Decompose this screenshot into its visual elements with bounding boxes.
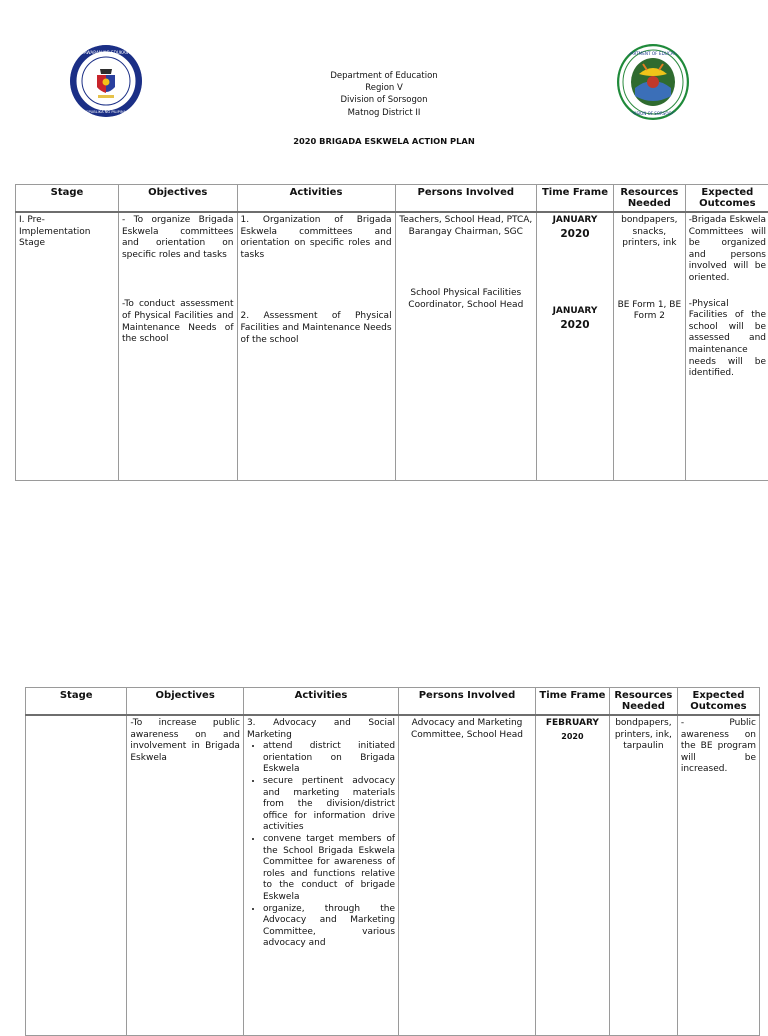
stage-cell: I. Pre-Implementation Stage [16,212,119,480]
col-header-persons: Persons Involved [399,688,536,716]
time-year: 2020 [540,229,610,241]
activity-text: 1. Organization of Brigada Eskwela committees and orientation on specific roles and tasks [241,215,392,261]
plan-title: 2020 BRIGADA ESKWELA ACTION PLAN [184,136,584,146]
time-frame-cell [535,715,609,1035]
activity-bullet-list [247,741,395,950]
agency-heading [234,70,534,119]
objective-text: - To organize Brigada Eskwela committees and orientation on specific roles and tasks [122,215,234,261]
outcome-text: -Brigada Eskwela Committees will be organized and persons involved will be oriented. [689,215,766,285]
col-header-resources: Resources Needed [609,688,677,716]
svg-text:KAGAWARAN NG EDUKASYON: KAGAWARAN NG EDUKASYON [75,50,137,55]
col-header-outcomes: Expected Outcomes [685,185,768,213]
col-header-time: Time Frame [535,688,609,716]
resources-cell: bondpapers, printers, ink, tarpaulin [609,715,677,1035]
persons-cell [395,212,536,480]
col-header-outcomes: Expected Outcomes [677,688,759,716]
stage-cell [26,715,127,1035]
action-plan-table-1 [15,184,768,481]
col-header-activities: Activities [243,688,398,716]
time-month: FEBRUARY [546,718,599,728]
action-plan-table-2 [25,687,760,1036]
outcomes-cell [685,212,768,480]
region-line: Region V [234,82,534,94]
col-header-objectives: Objectives [118,185,237,213]
persons-text: School Physical Facilities Coordinator, School Head [399,288,533,311]
svg-text:DIVISION OF SORSOGON: DIVISION OF SORSOGON [628,111,677,116]
col-header-time: Time Frame [537,185,614,213]
district-line: Matnog District II [234,107,534,119]
time-frame-entry [540,306,610,331]
persons-text: Teachers, School Head, PTCA, Barangay Chairman, SGC [399,215,533,238]
activities-cell [243,715,398,1035]
col-header-resources: Resources Needed [613,185,685,213]
time-frame-cell [537,212,614,480]
table-header-row [16,185,768,213]
document-header [0,0,768,160]
table-header-row [26,688,760,716]
resources-cell [613,212,685,480]
col-header-stage: Stage [16,185,119,213]
persons-cell: Advocacy and Marketing Committee, School Head [399,715,536,1035]
outcome-text: -Physical Facilities of the school will be assessed and maintenance needs will be identified. [689,299,766,380]
list-item: • attend district initiated orientation on Brigada Eskwela [263,741,395,776]
table-row [16,212,768,480]
outcomes-cell: - Public awareness on the BE program will be increased. [677,715,759,1035]
objectives-cell: -To increase public awareness on and involvement in Brigada Eskwela [127,715,244,1035]
table-row [26,715,760,1035]
deped-seal-logo [70,45,142,117]
resources-text: bondpapers, snacks, printers, ink [617,215,682,250]
list-item: • convene target members of the School Brigada Eskwela Committee for awareness of roles and functions relative to the conduct of brigade Eskwela [263,834,395,904]
time-month: JANUARY [553,306,598,316]
objectives-cell [118,212,237,480]
time-month: JANUARY [553,215,598,225]
resources-text: BE Form 1, BE Form 2 [617,300,682,323]
time-year: 2020 [540,320,610,332]
time-frame-entry [540,215,610,240]
col-header-persons: Persons Involved [395,185,536,213]
svg-text:DEPARTMENT OF EDUCATION: DEPARTMENT OF EDUCATION [622,51,683,56]
col-header-stage: Stage [26,688,127,716]
time-year: 2020 [539,731,606,743]
col-header-activities: Activities [237,185,395,213]
activity-text: 2. Assessment of Physical Facilities and Maintenance Needs of the school [241,311,392,346]
division-of-sorsogon-seal-logo [617,44,689,120]
department-line: Department of Education [234,70,534,82]
activity-title: 3. Advocacy and Social Marketing [247,718,395,741]
activities-cell [237,212,395,480]
list-item: • secure pertinent advocacy and marketing materials from the division/district office for information drive activities [263,776,395,834]
division-line: Division of Sorsogon [234,94,534,106]
svg-text:REPUBLIKA NG PILIPINAS: REPUBLIKA NG PILIPINAS [84,110,129,114]
objective-text: -To conduct assessment of Physical Facilities and Maintenance Needs of the school [122,299,234,345]
list-item: • organize, through the Advocacy and Marketing Committee, various advocacy and [263,904,395,950]
col-header-objectives: Objectives [127,688,244,716]
